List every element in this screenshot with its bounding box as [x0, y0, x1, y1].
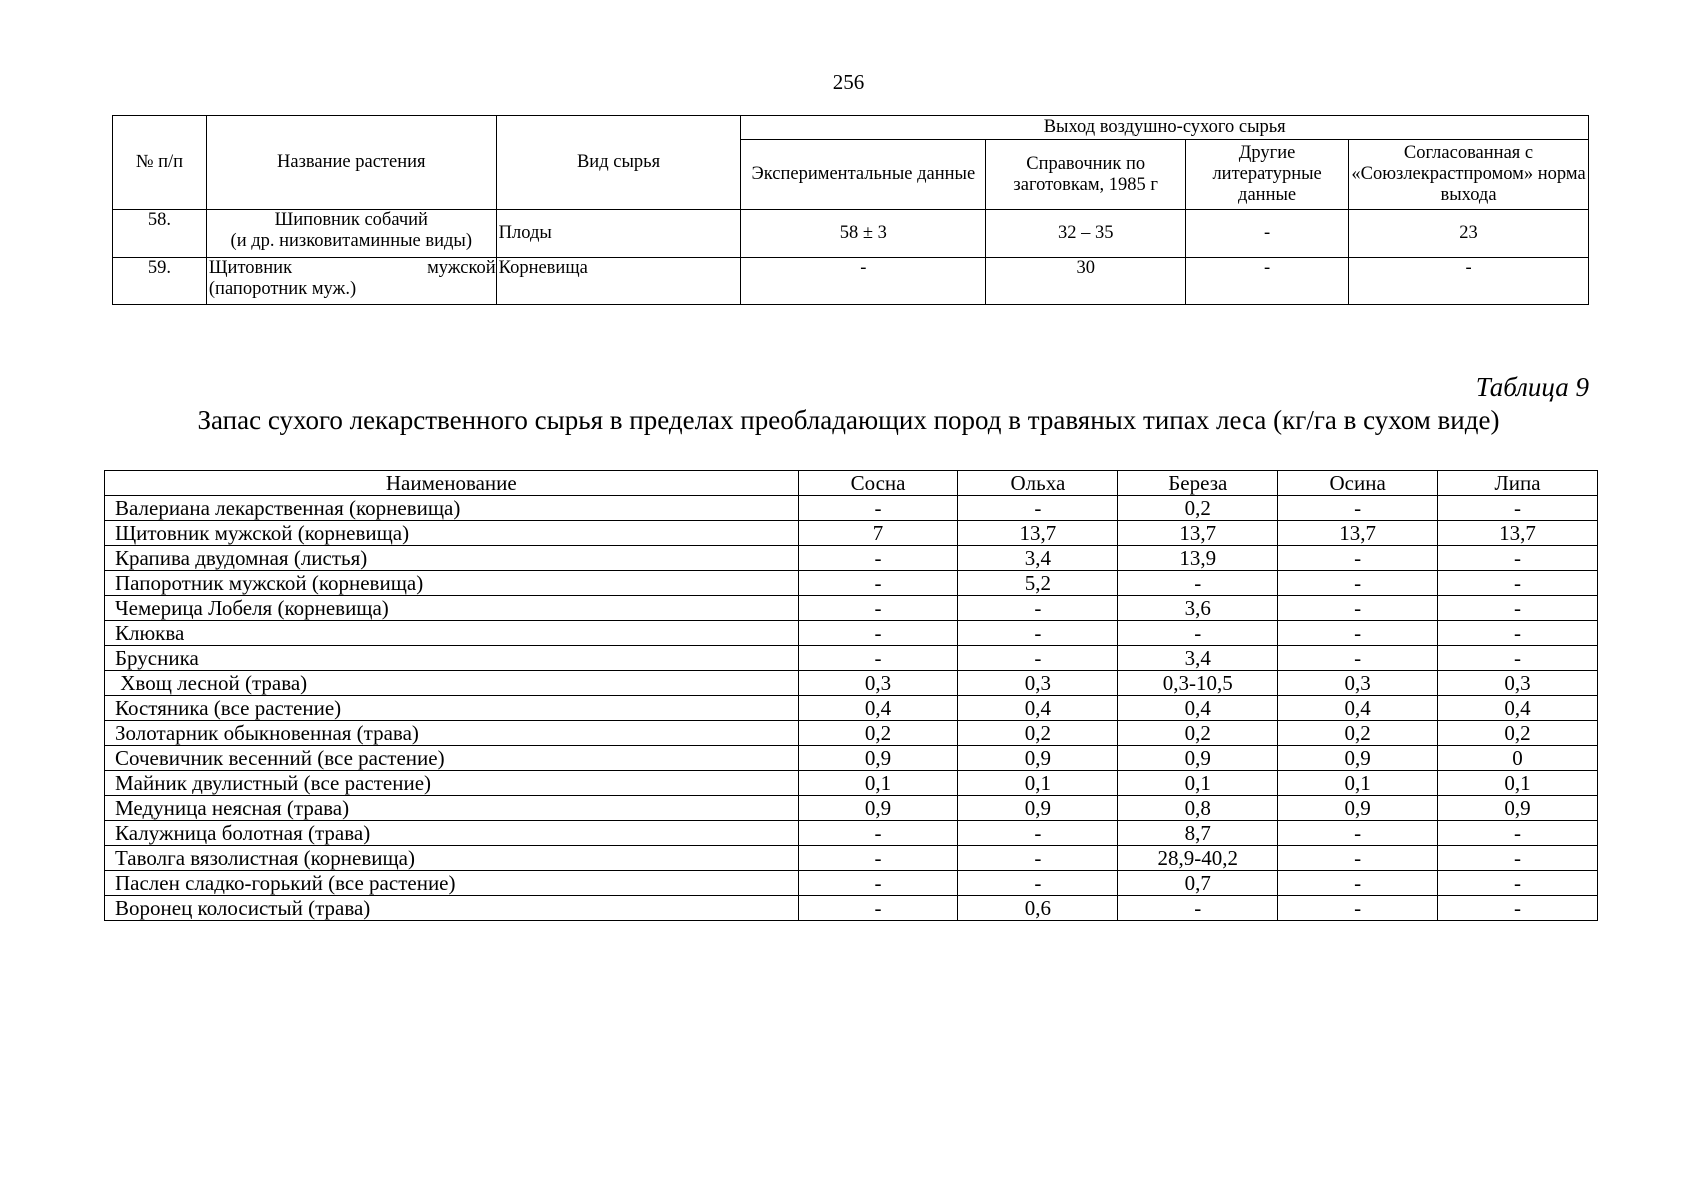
value-cell: 5,2 [958, 571, 1118, 596]
value-cell: 0,6 [958, 896, 1118, 921]
value-cell: - [1438, 871, 1598, 896]
value-cell: 0,2 [1278, 721, 1438, 746]
value-cell: 0,4 [1118, 696, 1278, 721]
plant-name-cell: Сочевичник весенний (все растение) [105, 746, 799, 771]
value-cell: - [958, 821, 1118, 846]
value-cell: 0,1 [1438, 771, 1598, 796]
row-plant-name [206, 210, 496, 258]
plant-name-cell: Чемерица Лобеля (корневища) [105, 596, 799, 621]
value-cell: - [1438, 846, 1598, 871]
value-cell: - [798, 621, 958, 646]
value-cell: - [1278, 871, 1438, 896]
plant-name-line1: Шиповник собачий [274, 210, 428, 230]
row-plant-name [206, 258, 496, 305]
value-cell: - [1278, 846, 1438, 871]
table-header-row [105, 471, 1598, 496]
value-cell: 8,7 [1118, 821, 1278, 846]
value-cell: - [1438, 546, 1598, 571]
table-row [105, 521, 1598, 546]
plant-name-cell: Майник двулистный (все растение) [105, 771, 799, 796]
value-cell: - [798, 646, 958, 671]
value-cell: - [798, 821, 958, 846]
value-cell: 0 [1438, 746, 1598, 771]
value-cell: - [1118, 621, 1278, 646]
value-cell: - [1278, 571, 1438, 596]
value-cell: 3,4 [1118, 646, 1278, 671]
header-norm: Согласованная с «Союзлекрастпромом» норма выхода [1349, 140, 1589, 210]
plant-name-cell: Золотарник обыкновенная (трава) [105, 721, 799, 746]
value-cell: 0,9 [1278, 746, 1438, 771]
value-cell: 0,1 [798, 771, 958, 796]
header-name: Наименование [105, 471, 799, 496]
value-cell: 0,2 [1438, 721, 1598, 746]
value-cell: - [958, 496, 1118, 521]
value-cell: - [798, 571, 958, 596]
table-row [105, 496, 1598, 521]
table-row [105, 821, 1598, 846]
row-raw-kind: Корневища [496, 258, 741, 305]
value-cell: - [958, 596, 1118, 621]
value-cell: - [958, 846, 1118, 871]
header-other-literature: Другие литературные данные [1186, 140, 1349, 210]
header-experimental: Экспериментальные данные [741, 140, 986, 210]
header-reference: Справочник по заготовкам, 1985 г [986, 140, 1186, 210]
value-cell: 3,6 [1118, 596, 1278, 621]
plant-name-line1: Щитовник мужской [208, 258, 496, 278]
table-row [105, 671, 1598, 696]
row-other-literature: - [1186, 210, 1349, 258]
row-experimental: - [741, 258, 986, 305]
plant-name-cell: Паслен сладко-горький (все растение) [105, 871, 799, 896]
value-cell: 0,4 [958, 696, 1118, 721]
value-cell: 0,2 [958, 721, 1118, 746]
value-cell: 0,9 [958, 796, 1118, 821]
value-cell: 0,9 [1118, 746, 1278, 771]
value-cell: 7 [798, 521, 958, 546]
row-raw-kind: Плоды [496, 210, 741, 258]
value-cell: - [798, 596, 958, 621]
value-cell: - [798, 496, 958, 521]
plant-name-cell: Медуница неясная (трава) [105, 796, 799, 821]
value-cell: 0,1 [1278, 771, 1438, 796]
value-cell: 0,1 [958, 771, 1118, 796]
yield-table [112, 115, 1589, 305]
value-cell: - [798, 896, 958, 921]
table-row [105, 721, 1598, 746]
header-raw-kind: Вид сырья [496, 116, 741, 210]
header-birch: Береза [1118, 471, 1278, 496]
plant-name-cell: Брусника [105, 646, 799, 671]
value-cell: 0,9 [1438, 796, 1598, 821]
value-cell: - [1438, 896, 1598, 921]
table-row [105, 621, 1598, 646]
value-cell: - [798, 846, 958, 871]
value-cell: - [1278, 596, 1438, 621]
table-row [105, 546, 1598, 571]
table-row [105, 571, 1598, 596]
table-row [105, 771, 1598, 796]
value-cell: 0,3-10,5 [1118, 671, 1278, 696]
value-cell: 0,3 [958, 671, 1118, 696]
value-cell: - [1118, 896, 1278, 921]
table-row [113, 258, 1589, 305]
value-cell: - [1438, 621, 1598, 646]
value-cell: - [958, 871, 1118, 896]
value-cell: - [1438, 496, 1598, 521]
plant-name-line2: (папоротник муж.) [208, 279, 357, 299]
value-cell: - [1278, 496, 1438, 521]
plant-name-cell: Крапива двудомная (листья) [105, 546, 799, 571]
header-alder: Ольха [958, 471, 1118, 496]
value-cell: 0,9 [798, 746, 958, 771]
table-title: Запас сухого лекарственного сырья в пределах преобладающих пород в травяных типах леса (кг/га в сухом виде) [197, 405, 1500, 435]
header-aspen: Осина [1278, 471, 1438, 496]
plant-name-cell: Валериана лекарственная (корневища) [105, 496, 799, 521]
value-cell: 13,7 [1278, 521, 1438, 546]
row-reference: 32 – 35 [986, 210, 1186, 258]
row-experimental: 58 ± 3 [741, 210, 986, 258]
row-reference: 30 [986, 258, 1186, 305]
value-cell: 0,8 [1118, 796, 1278, 821]
value-cell: - [1438, 821, 1598, 846]
value-cell: - [798, 871, 958, 896]
value-cell: - [798, 546, 958, 571]
stock-table [104, 470, 1598, 921]
plant-name-cell: Клюква [105, 621, 799, 646]
plant-name-cell: Таволга вязолистная (корневища) [105, 846, 799, 871]
header-pine: Сосна [798, 471, 958, 496]
table-row [105, 896, 1598, 921]
value-cell: 0,9 [798, 796, 958, 821]
table-row [105, 871, 1598, 896]
value-cell: 0,3 [1278, 671, 1438, 696]
value-cell: 0,2 [1118, 496, 1278, 521]
value-cell: 0,4 [1438, 696, 1598, 721]
value-cell: 13,7 [1118, 521, 1278, 546]
value-cell: - [1278, 896, 1438, 921]
value-cell: 0,4 [1278, 696, 1438, 721]
value-cell: 0,9 [1278, 796, 1438, 821]
value-cell: 0,9 [958, 746, 1118, 771]
value-cell: 0,2 [1118, 721, 1278, 746]
table-row [113, 210, 1589, 258]
row-norm: - [1349, 258, 1589, 305]
value-cell: - [1118, 571, 1278, 596]
value-cell: - [1278, 646, 1438, 671]
value-cell: 13,7 [958, 521, 1118, 546]
value-cell: 0,3 [798, 671, 958, 696]
value-cell: - [958, 646, 1118, 671]
table-row [105, 696, 1598, 721]
plant-name-cell: Хвощ лесной (трава) [105, 671, 799, 696]
table-row [105, 846, 1598, 871]
stock-table-body [105, 496, 1598, 921]
row-num: 59. [113, 258, 207, 305]
plant-name-cell: Калужница болотная (трава) [105, 821, 799, 846]
plant-name-cell: Щитовник мужской (корневища) [105, 521, 799, 546]
table-row [105, 796, 1598, 821]
header-yield-group: Выход воздушно-сухого сырья [741, 116, 1589, 140]
header-num: № п/п [113, 116, 207, 210]
header-linden: Липа [1438, 471, 1598, 496]
value-cell: 0,3 [1438, 671, 1598, 696]
value-cell: - [1278, 821, 1438, 846]
value-cell: 13,9 [1118, 546, 1278, 571]
value-cell: 3,4 [958, 546, 1118, 571]
table-row [105, 746, 1598, 771]
value-cell: - [1438, 646, 1598, 671]
value-cell: - [1278, 546, 1438, 571]
page-number: 256 [832, 70, 865, 94]
row-num: 58. [113, 210, 207, 258]
table-label: Таблица 9 [1475, 372, 1589, 402]
value-cell: - [1278, 621, 1438, 646]
value-cell: 28,9-40,2 [1118, 846, 1278, 871]
row-other-literature: - [1186, 258, 1349, 305]
plant-name-cell: Воронец колосистый (трава) [105, 896, 799, 921]
table-row [105, 596, 1598, 621]
value-cell: - [958, 621, 1118, 646]
value-cell: - [1438, 571, 1598, 596]
plant-name-line2: (и др. низковитаминные виды) [230, 231, 473, 251]
header-plant-name: Название растения [206, 116, 496, 210]
value-cell: 0,1 [1118, 771, 1278, 796]
value-cell: 0,7 [1118, 871, 1278, 896]
value-cell: 0,4 [798, 696, 958, 721]
value-cell: - [1438, 596, 1598, 621]
row-norm: 23 [1349, 210, 1589, 258]
table-row [105, 646, 1598, 671]
plant-name-cell: Костяника (все растение) [105, 696, 799, 721]
value-cell: 0,2 [798, 721, 958, 746]
plant-name-cell: Папоротник мужской (корневища) [105, 571, 799, 596]
value-cell: 13,7 [1438, 521, 1598, 546]
